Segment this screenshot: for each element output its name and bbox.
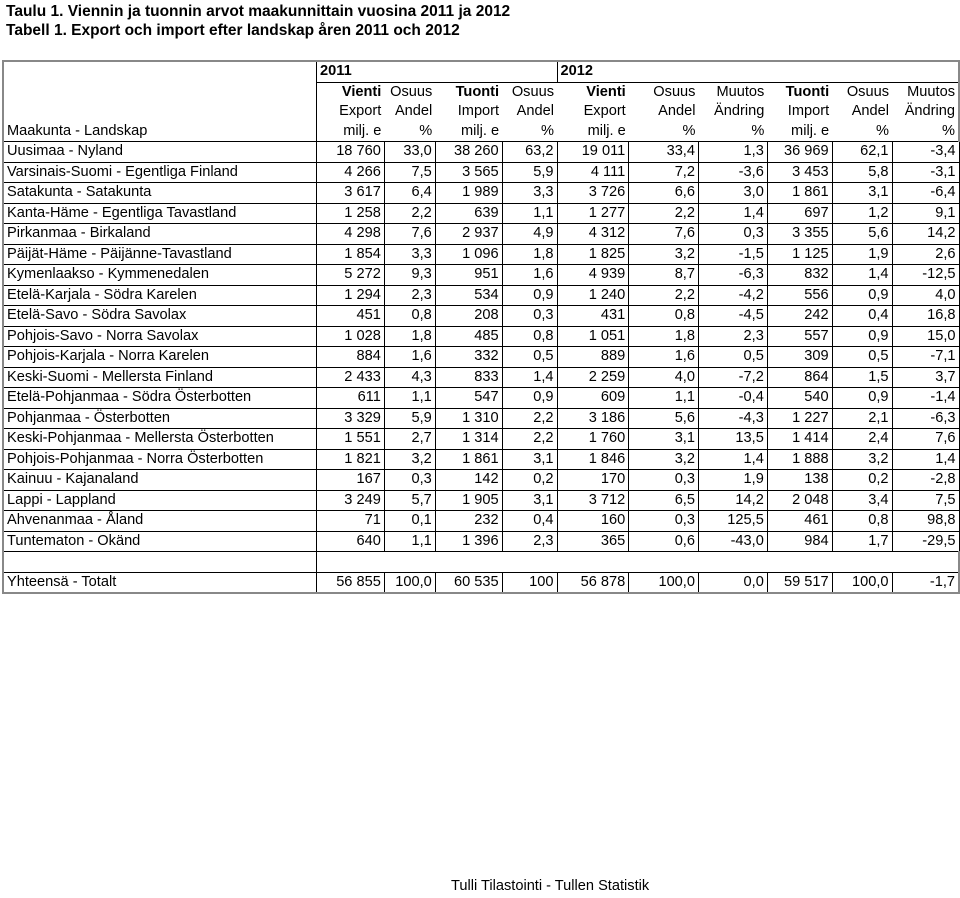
cell-v2012: 160 bbox=[557, 511, 629, 532]
region-name: Kymenlaakso - Kymmenedalen bbox=[3, 265, 317, 286]
table-row bbox=[3, 408, 959, 429]
cell-vs2011: 33,0 bbox=[384, 142, 435, 163]
cell-ts2012: 0,9 bbox=[832, 326, 892, 347]
table-row bbox=[3, 306, 959, 327]
cell-t2011: 2 937 bbox=[435, 224, 502, 245]
cell-t2012: 540 bbox=[767, 388, 832, 409]
cell-t2012: 2 048 bbox=[767, 490, 832, 511]
cell-vs2012: 1,6 bbox=[629, 347, 699, 368]
cell-t2012: 697 bbox=[767, 203, 832, 224]
total-row: Yhteensä - Totalt 56 855 100,0 60 535 100 56 878 100,0 0,0 59 517 100,0 -1,7 bbox=[3, 572, 959, 593]
cell-vs2012: 33,4 bbox=[629, 142, 699, 163]
region-name: Satakunta - Satakunta bbox=[3, 183, 317, 204]
region-name: Keski-Suomi - Mellersta Finland bbox=[3, 367, 317, 388]
cell-v2011: 167 bbox=[317, 470, 385, 491]
table-total bbox=[3, 552, 959, 594]
cell-ts2012: 5,8 bbox=[832, 162, 892, 183]
cell-ts2011: 2,2 bbox=[502, 408, 557, 429]
year-2011: 2011 bbox=[317, 61, 557, 82]
cell-ts2011: 0,9 bbox=[502, 285, 557, 306]
cell-ts2011: 0,8 bbox=[502, 326, 557, 347]
cell-t2011: 3 565 bbox=[435, 162, 502, 183]
table-row bbox=[3, 162, 959, 183]
cell-ts2012: 0,9 bbox=[832, 285, 892, 306]
year-2012: 2012 bbox=[557, 61, 959, 82]
cell-vs2011: 0,1 bbox=[384, 511, 435, 532]
cell-v2012: 1 846 bbox=[557, 449, 629, 470]
region-name: Pohjois-Pohjanmaa - Norra Österbotten bbox=[3, 449, 317, 470]
table-row bbox=[3, 531, 959, 552]
col-osuus-2012a: Osuus bbox=[629, 82, 699, 102]
cell-vs2012: 6,5 bbox=[629, 490, 699, 511]
table-row bbox=[3, 285, 959, 306]
cell-v2012: 19 011 bbox=[557, 142, 629, 163]
cell-ts2012: 1,2 bbox=[832, 203, 892, 224]
cell-t2011: 208 bbox=[435, 306, 502, 327]
cell-v2011: 1 821 bbox=[317, 449, 385, 470]
cell-v2012: 3 712 bbox=[557, 490, 629, 511]
cell-t2011: 534 bbox=[435, 285, 502, 306]
table-row bbox=[3, 224, 959, 245]
cell-ts2011: 1,1 bbox=[502, 203, 557, 224]
cell-t2011: 142 bbox=[435, 470, 502, 491]
cell-t2012: 36 969 bbox=[767, 142, 832, 163]
region-name: Tuntematon - Okänd bbox=[3, 531, 317, 552]
cell-ts2011: 4,9 bbox=[502, 224, 557, 245]
source-footer: Tulli Tilastointi - Tullen Statistik bbox=[451, 878, 650, 894]
cell-v2012: 365 bbox=[557, 531, 629, 552]
cell-tc2012: -7,1 bbox=[892, 347, 959, 368]
cell-v2011: 451 bbox=[317, 306, 385, 327]
table-row bbox=[3, 347, 959, 368]
header-row-1 bbox=[3, 82, 959, 102]
cell-ts2011: 0,4 bbox=[502, 511, 557, 532]
cell-tc2012: 98,8 bbox=[892, 511, 959, 532]
cell-vs2011: 1,8 bbox=[384, 326, 435, 347]
cell-ts2012: 0,5 bbox=[832, 347, 892, 368]
cell-v2012: 1 760 bbox=[557, 429, 629, 450]
cell-t2011: 1 861 bbox=[435, 449, 502, 470]
cell-t2012: 864 bbox=[767, 367, 832, 388]
cell-t2011: 485 bbox=[435, 326, 502, 347]
cell-vs2011: 1,1 bbox=[384, 388, 435, 409]
cell-t2011: 833 bbox=[435, 367, 502, 388]
cell-tc2012: -6,4 bbox=[892, 183, 959, 204]
cell-tc2012: 15,0 bbox=[892, 326, 959, 347]
header-row-2: Export Andel Import Andel Export Andel Ändring Import Andel Ändring bbox=[3, 102, 959, 122]
cell-vs2011: 3,2 bbox=[384, 449, 435, 470]
cell-v2012: 3 726 bbox=[557, 183, 629, 204]
cell-v2011: 4 298 bbox=[317, 224, 385, 245]
cell-vc2012: -6,3 bbox=[698, 265, 767, 286]
cell-ts2011: 63,2 bbox=[502, 142, 557, 163]
cell-t2012: 1 861 bbox=[767, 183, 832, 204]
cell-vs2011: 5,7 bbox=[384, 490, 435, 511]
cell-t2011: 1 396 bbox=[435, 531, 502, 552]
cell-vc2012: -1,5 bbox=[698, 244, 767, 265]
cell-ts2011: 2,3 bbox=[502, 531, 557, 552]
cell-ts2011: 3,3 bbox=[502, 183, 557, 204]
cell-ts2012: 1,9 bbox=[832, 244, 892, 265]
cell-v2011: 640 bbox=[317, 531, 385, 552]
cell-tc2012: 2,6 bbox=[892, 244, 959, 265]
cell-vc2012: -7,2 bbox=[698, 367, 767, 388]
cell-ts2012: 0,2 bbox=[832, 470, 892, 491]
cell-tc2012: 16,8 bbox=[892, 306, 959, 327]
cell-vs2012: 2,2 bbox=[629, 285, 699, 306]
region-name: Varsinais-Suomi - Egentliga Finland bbox=[3, 162, 317, 183]
cell-ts2012: 0,4 bbox=[832, 306, 892, 327]
table-row bbox=[3, 449, 959, 470]
cell-vc2012: 3,0 bbox=[698, 183, 767, 204]
cell-vs2011: 5,9 bbox=[384, 408, 435, 429]
cell-ts2012: 0,8 bbox=[832, 511, 892, 532]
cell-tc2012: 1,4 bbox=[892, 449, 959, 470]
cell-v2012: 170 bbox=[557, 470, 629, 491]
cell-vs2012: 0,3 bbox=[629, 470, 699, 491]
cell-v2011: 18 760 bbox=[317, 142, 385, 163]
cell-t2011: 1 096 bbox=[435, 244, 502, 265]
cell-vc2012: 1,3 bbox=[698, 142, 767, 163]
col-tuonti-2011: Tuonti bbox=[435, 82, 502, 102]
cell-vs2011: 0,8 bbox=[384, 306, 435, 327]
region-name: Pohjois-Karjala - Norra Karelen bbox=[3, 347, 317, 368]
cell-t2012: 3 355 bbox=[767, 224, 832, 245]
cell-ts2011: 1,8 bbox=[502, 244, 557, 265]
table-row bbox=[3, 183, 959, 204]
cell-v2011: 2 433 bbox=[317, 367, 385, 388]
region-name: Keski-Pohjanmaa - Mellersta Österbotten bbox=[3, 429, 317, 450]
cell-vs2012: 5,6 bbox=[629, 408, 699, 429]
cell-v2012: 4 312 bbox=[557, 224, 629, 245]
cell-tc2012: -12,5 bbox=[892, 265, 959, 286]
cell-vc2012: -0,4 bbox=[698, 388, 767, 409]
cell-v2011: 611 bbox=[317, 388, 385, 409]
cell-vs2012: 3,1 bbox=[629, 429, 699, 450]
cell-vc2012: -4,3 bbox=[698, 408, 767, 429]
cell-t2011: 1 989 bbox=[435, 183, 502, 204]
region-name: Lappi - Lappland bbox=[3, 490, 317, 511]
cell-vs2011: 1,1 bbox=[384, 531, 435, 552]
cell-t2011: 332 bbox=[435, 347, 502, 368]
cell-t2011: 38 260 bbox=[435, 142, 502, 163]
cell-t2012: 3 453 bbox=[767, 162, 832, 183]
cell-tc2012: -1,4 bbox=[892, 388, 959, 409]
cell-t2012: 984 bbox=[767, 531, 832, 552]
cell-ts2012: 2,4 bbox=[832, 429, 892, 450]
region-column-label: Maakunta - Landskap bbox=[3, 122, 317, 142]
cell-tc2012: -6,3 bbox=[892, 408, 959, 429]
cell-v2012: 1 051 bbox=[557, 326, 629, 347]
cell-v2011: 1 294 bbox=[317, 285, 385, 306]
cell-vs2011: 2,7 bbox=[384, 429, 435, 450]
region-name: Kainuu - Kajanaland bbox=[3, 470, 317, 491]
cell-vs2012: 0,8 bbox=[629, 306, 699, 327]
cell-v2012: 609 bbox=[557, 388, 629, 409]
cell-tc2012: 4,0 bbox=[892, 285, 959, 306]
cell-vs2011: 7,6 bbox=[384, 224, 435, 245]
cell-ts2011: 1,4 bbox=[502, 367, 557, 388]
cell-tc2012: 9,1 bbox=[892, 203, 959, 224]
region-name: Pohjanmaa - Österbotten bbox=[3, 408, 317, 429]
cell-v2012: 3 186 bbox=[557, 408, 629, 429]
cell-v2012: 4 939 bbox=[557, 265, 629, 286]
cell-v2011: 1 028 bbox=[317, 326, 385, 347]
cell-t2012: 832 bbox=[767, 265, 832, 286]
cell-vs2012: 0,6 bbox=[629, 531, 699, 552]
cell-ts2012: 62,1 bbox=[832, 142, 892, 163]
cell-vs2011: 3,3 bbox=[384, 244, 435, 265]
cell-t2012: 1 125 bbox=[767, 244, 832, 265]
cell-v2011: 3 249 bbox=[317, 490, 385, 511]
region-name: Kanta-Häme - Egentliga Tavastland bbox=[3, 203, 317, 224]
year-header-row bbox=[3, 61, 959, 82]
table-row bbox=[3, 203, 959, 224]
cell-t2012: 1 888 bbox=[767, 449, 832, 470]
cell-ts2012: 2,1 bbox=[832, 408, 892, 429]
col-osuus-2011a: Osuus bbox=[384, 82, 435, 102]
cell-v2011: 3 329 bbox=[317, 408, 385, 429]
col-vienti-2012: Vienti bbox=[557, 82, 629, 102]
table-row bbox=[3, 511, 959, 532]
cell-t2011: 951 bbox=[435, 265, 502, 286]
region-name: Etelä-Savo - Södra Savolax bbox=[3, 306, 317, 327]
table-body bbox=[3, 142, 959, 552]
cell-v2011: 1 551 bbox=[317, 429, 385, 450]
cell-v2011: 3 617 bbox=[317, 183, 385, 204]
cell-ts2011: 1,6 bbox=[502, 265, 557, 286]
cell-vs2011: 4,3 bbox=[384, 367, 435, 388]
title-finnish: Taulu 1. Viennin ja tuonnin arvot maakunnittain vuosina 2011 ja 2012 bbox=[6, 3, 511, 20]
cell-tc2012: -2,8 bbox=[892, 470, 959, 491]
cell-t2012: 556 bbox=[767, 285, 832, 306]
cell-v2012: 2 259 bbox=[557, 367, 629, 388]
cell-v2011: 1 854 bbox=[317, 244, 385, 265]
cell-vc2012: 1,4 bbox=[698, 203, 767, 224]
cell-vs2012: 7,6 bbox=[629, 224, 699, 245]
title-swedish: Tabell 1. Export och import efter landskap åren 2011 och 2012 bbox=[6, 22, 460, 39]
region-name: Päijät-Häme - Päijänne-Tavastland bbox=[3, 244, 317, 265]
cell-ts2011: 0,2 bbox=[502, 470, 557, 491]
cell-tc2012: -3,4 bbox=[892, 142, 959, 163]
cell-ts2012: 1,5 bbox=[832, 367, 892, 388]
region-name: Uusimaa - Nyland bbox=[3, 142, 317, 163]
col-osuus-2011b: Osuus bbox=[502, 82, 557, 102]
cell-t2011: 1 314 bbox=[435, 429, 502, 450]
cell-ts2012: 3,2 bbox=[832, 449, 892, 470]
cell-t2011: 1 905 bbox=[435, 490, 502, 511]
cell-tc2012: 7,6 bbox=[892, 429, 959, 450]
cell-v2011: 884 bbox=[317, 347, 385, 368]
cell-v2012: 889 bbox=[557, 347, 629, 368]
region-name: Pirkanmaa - Birkaland bbox=[3, 224, 317, 245]
cell-t2011: 639 bbox=[435, 203, 502, 224]
cell-t2011: 547 bbox=[435, 388, 502, 409]
cell-ts2012: 0,9 bbox=[832, 388, 892, 409]
region-name: Ahvenanmaa - Åland bbox=[3, 511, 317, 532]
table-row bbox=[3, 429, 959, 450]
cell-vs2011: 1,6 bbox=[384, 347, 435, 368]
cell-vs2012: 1,1 bbox=[629, 388, 699, 409]
cell-v2012: 431 bbox=[557, 306, 629, 327]
col-osuus-2012b: Osuus bbox=[832, 82, 892, 102]
region-name: Pohjois-Savo - Norra Savolax bbox=[3, 326, 317, 347]
cell-v2011: 1 258 bbox=[317, 203, 385, 224]
cell-t2012: 242 bbox=[767, 306, 832, 327]
cell-t2011: 232 bbox=[435, 511, 502, 532]
cell-ts2011: 0,5 bbox=[502, 347, 557, 368]
cell-ts2012: 3,1 bbox=[832, 183, 892, 204]
cell-ts2011: 0,3 bbox=[502, 306, 557, 327]
cell-ts2012: 5,6 bbox=[832, 224, 892, 245]
cell-t2012: 461 bbox=[767, 511, 832, 532]
region-name: Etelä-Pohjanmaa - Södra Österbotten bbox=[3, 388, 317, 409]
cell-vs2011: 9,3 bbox=[384, 265, 435, 286]
cell-vs2012: 6,6 bbox=[629, 183, 699, 204]
table-title bbox=[6, 2, 510, 40]
total-label: Yhteensä - Totalt bbox=[3, 572, 317, 593]
cell-v2012: 4 111 bbox=[557, 162, 629, 183]
cell-v2011: 5 272 bbox=[317, 265, 385, 286]
cell-t2011: 1 310 bbox=[435, 408, 502, 429]
cell-vc2012: 13,5 bbox=[698, 429, 767, 450]
cell-v2012: 1 240 bbox=[557, 285, 629, 306]
cell-vc2012: 0,3 bbox=[698, 224, 767, 245]
cell-ts2012: 1,7 bbox=[832, 531, 892, 552]
cell-vc2012: -3,6 bbox=[698, 162, 767, 183]
cell-ts2011: 5,9 bbox=[502, 162, 557, 183]
cell-vs2011: 2,2 bbox=[384, 203, 435, 224]
header-row-3: Maakunta - Landskap milj. e % milj. e % milj. e % % milj. e % % bbox=[3, 122, 959, 142]
cell-vc2012: -4,5 bbox=[698, 306, 767, 327]
cell-ts2012: 1,4 bbox=[832, 265, 892, 286]
cell-vc2012: 1,9 bbox=[698, 470, 767, 491]
cell-ts2012: 3,4 bbox=[832, 490, 892, 511]
cell-vs2012: 3,2 bbox=[629, 449, 699, 470]
col-vienti-2011: Vienti bbox=[317, 82, 385, 102]
table-row bbox=[3, 244, 959, 265]
cell-vc2012: 2,3 bbox=[698, 326, 767, 347]
cell-tc2012: 7,5 bbox=[892, 490, 959, 511]
cell-ts2011: 0,9 bbox=[502, 388, 557, 409]
cell-vc2012: 14,2 bbox=[698, 490, 767, 511]
cell-vs2012: 2,2 bbox=[629, 203, 699, 224]
cell-v2012: 1 277 bbox=[557, 203, 629, 224]
cell-t2012: 309 bbox=[767, 347, 832, 368]
cell-tc2012: -3,1 bbox=[892, 162, 959, 183]
cell-vs2012: 0,3 bbox=[629, 511, 699, 532]
cell-vc2012: -43,0 bbox=[698, 531, 767, 552]
cell-vs2012: 4,0 bbox=[629, 367, 699, 388]
col-muutos-2012b: Muutos bbox=[892, 82, 959, 102]
export-import-table bbox=[2, 60, 960, 594]
cell-ts2011: 3,1 bbox=[502, 449, 557, 470]
col-tuonti-2012: Tuonti bbox=[767, 82, 832, 102]
cell-v2011: 71 bbox=[317, 511, 385, 532]
cell-tc2012: 3,7 bbox=[892, 367, 959, 388]
cell-vs2011: 2,3 bbox=[384, 285, 435, 306]
cell-vc2012: 1,4 bbox=[698, 449, 767, 470]
table-row bbox=[3, 265, 959, 286]
table-row bbox=[3, 367, 959, 388]
table-row bbox=[3, 470, 959, 491]
cell-vs2011: 7,5 bbox=[384, 162, 435, 183]
cell-vc2012: 0,5 bbox=[698, 347, 767, 368]
cell-vs2012: 8,7 bbox=[629, 265, 699, 286]
cell-vs2012: 7,2 bbox=[629, 162, 699, 183]
cell-vs2012: 3,2 bbox=[629, 244, 699, 265]
cell-t2012: 138 bbox=[767, 470, 832, 491]
col-muutos-2012a: Muutos bbox=[698, 82, 767, 102]
table-row bbox=[3, 142, 959, 163]
cell-vs2011: 6,4 bbox=[384, 183, 435, 204]
cell-tc2012: 14,2 bbox=[892, 224, 959, 245]
cell-v2012: 1 825 bbox=[557, 244, 629, 265]
cell-tc2012: -29,5 bbox=[892, 531, 959, 552]
table-row bbox=[3, 388, 959, 409]
cell-vc2012: -4,2 bbox=[698, 285, 767, 306]
table-row bbox=[3, 326, 959, 347]
cell-t2012: 1 227 bbox=[767, 408, 832, 429]
cell-v2011: 4 266 bbox=[317, 162, 385, 183]
cell-ts2011: 3,1 bbox=[502, 490, 557, 511]
cell-t2012: 1 414 bbox=[767, 429, 832, 450]
cell-ts2011: 2,2 bbox=[502, 429, 557, 450]
cell-t2012: 557 bbox=[767, 326, 832, 347]
region-name: Etelä-Karjala - Södra Karelen bbox=[3, 285, 317, 306]
cell-vs2011: 0,3 bbox=[384, 470, 435, 491]
table-row bbox=[3, 490, 959, 511]
cell-vs2012: 1,8 bbox=[629, 326, 699, 347]
cell-vc2012: 125,5 bbox=[698, 511, 767, 532]
